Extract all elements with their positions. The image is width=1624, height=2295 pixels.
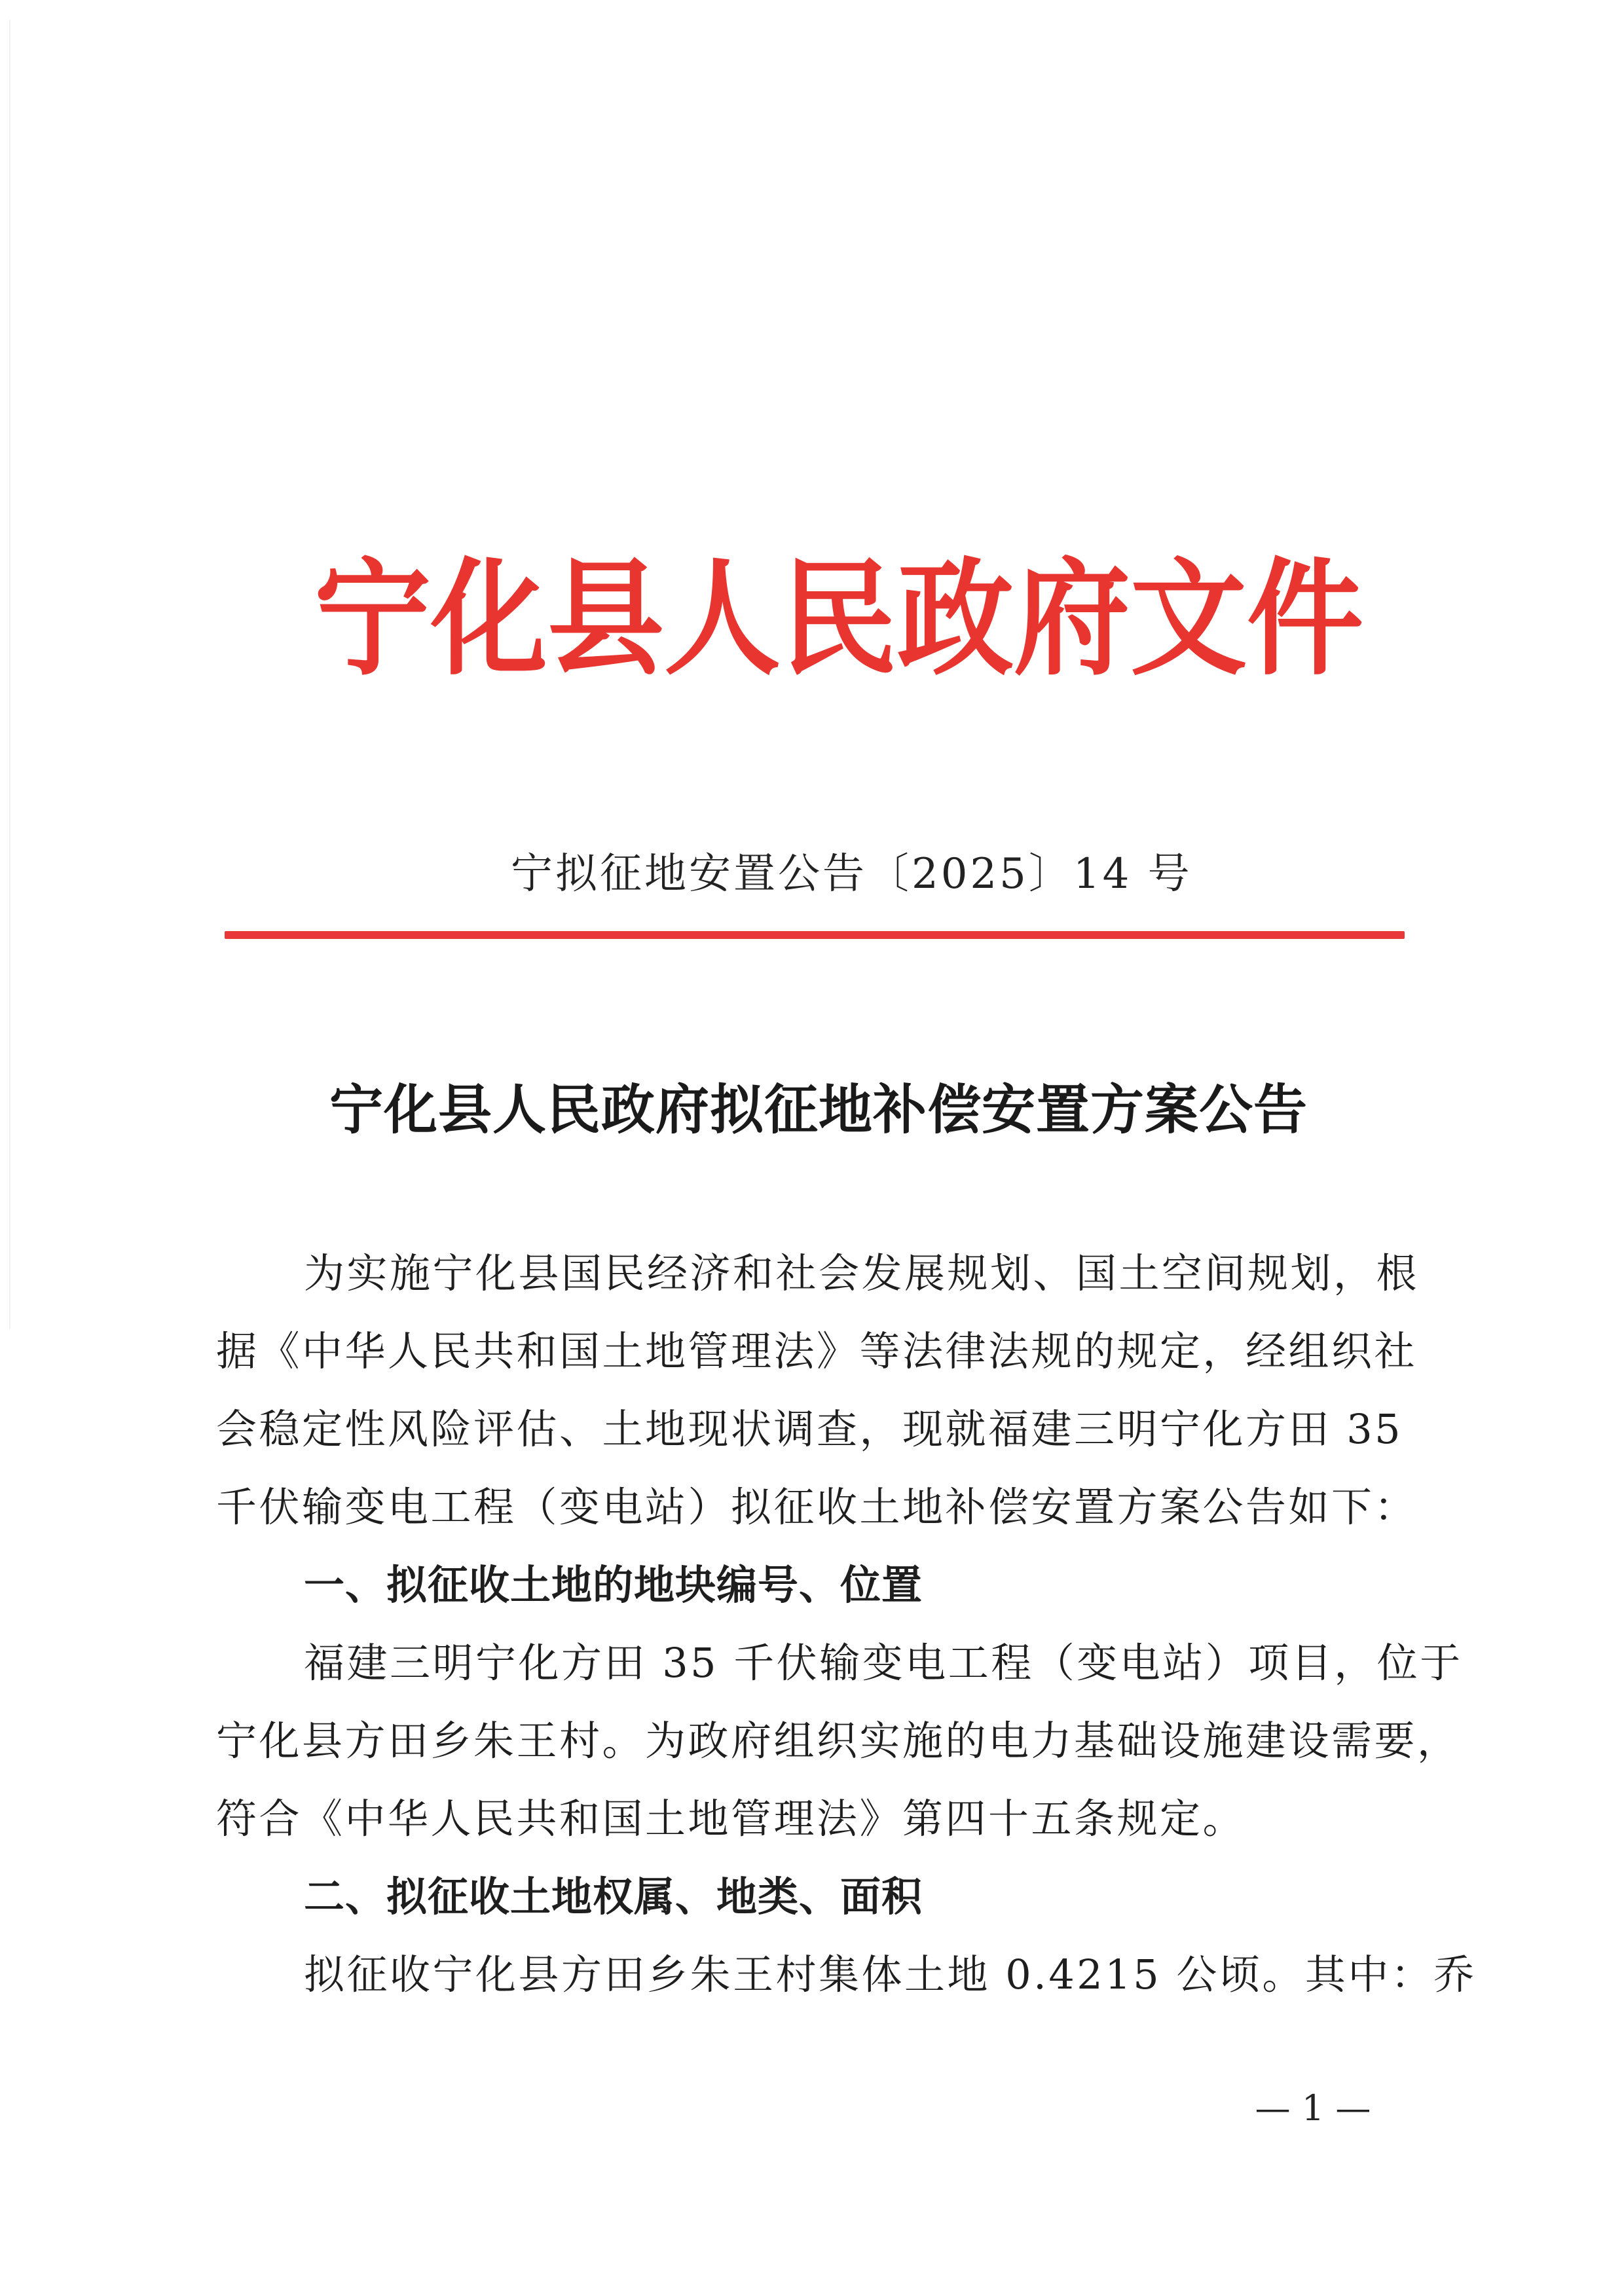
scan-edge-artifact [9, 20, 10, 1329]
paragraph-line: 会稳定性风险评估、土地现状调查，现就福建三明宁化方田 35 [216, 1405, 1403, 1453]
red-header-char: 县 [547, 544, 664, 693]
red-header-char: 化 [431, 544, 547, 693]
section-heading: 二、拟征收土地权属、地类、面积 [304, 1873, 923, 1920]
document-title: 宁化县人民政府拟征地补偿安置方案公告 [329, 1078, 1308, 1141]
document-number: 宁拟征地安置公告〔2025〕14 号 [511, 850, 1192, 898]
section-heading: 一、拟征收土地的地块编号、位置 [304, 1561, 923, 1609]
paragraph-line: 符合《中华人民共和国土地管理法》第四十五条规定。 [216, 1795, 1246, 1843]
paragraph-line: 为实施宁化县国民经济和社会发展规划、国土空间规划，根 [304, 1249, 1420, 1297]
paragraph-line: 福建三明宁化方田 35 千伏输变电工程（变电站）项目，位于 [304, 1639, 1463, 1687]
paragraph-line: 据《中华人民共和国土地管理法》等法律法规的规定，经组织社 [216, 1327, 1418, 1375]
issuer-red-header [314, 544, 1363, 693]
red-header-char: 文 [1130, 544, 1247, 693]
red-header-char: 政 [897, 544, 1014, 693]
red-divider-line [225, 931, 1405, 939]
red-header-char: 民 [781, 544, 897, 693]
red-header-char: 件 [1247, 544, 1363, 693]
red-header-char: 府 [1014, 544, 1130, 693]
red-header-char: 宁 [314, 544, 431, 693]
red-header-char: 人 [664, 544, 781, 693]
document-body [216, 1234, 1477, 2013]
page-number: — 1 — [1255, 2087, 1371, 2129]
paragraph-line: 千伏输变电工程（变电站）拟征收土地补偿安置方案公告如下： [216, 1483, 1418, 1531]
paragraph-line: 宁化县方田乡朱王村。为政府组织实施的电力基础设施建设需要， [216, 1717, 1460, 1765]
paragraph-line: 拟征收宁化县方田乡朱王村集体土地 0.4215 公顷。其中：乔 [304, 1951, 1477, 1998]
